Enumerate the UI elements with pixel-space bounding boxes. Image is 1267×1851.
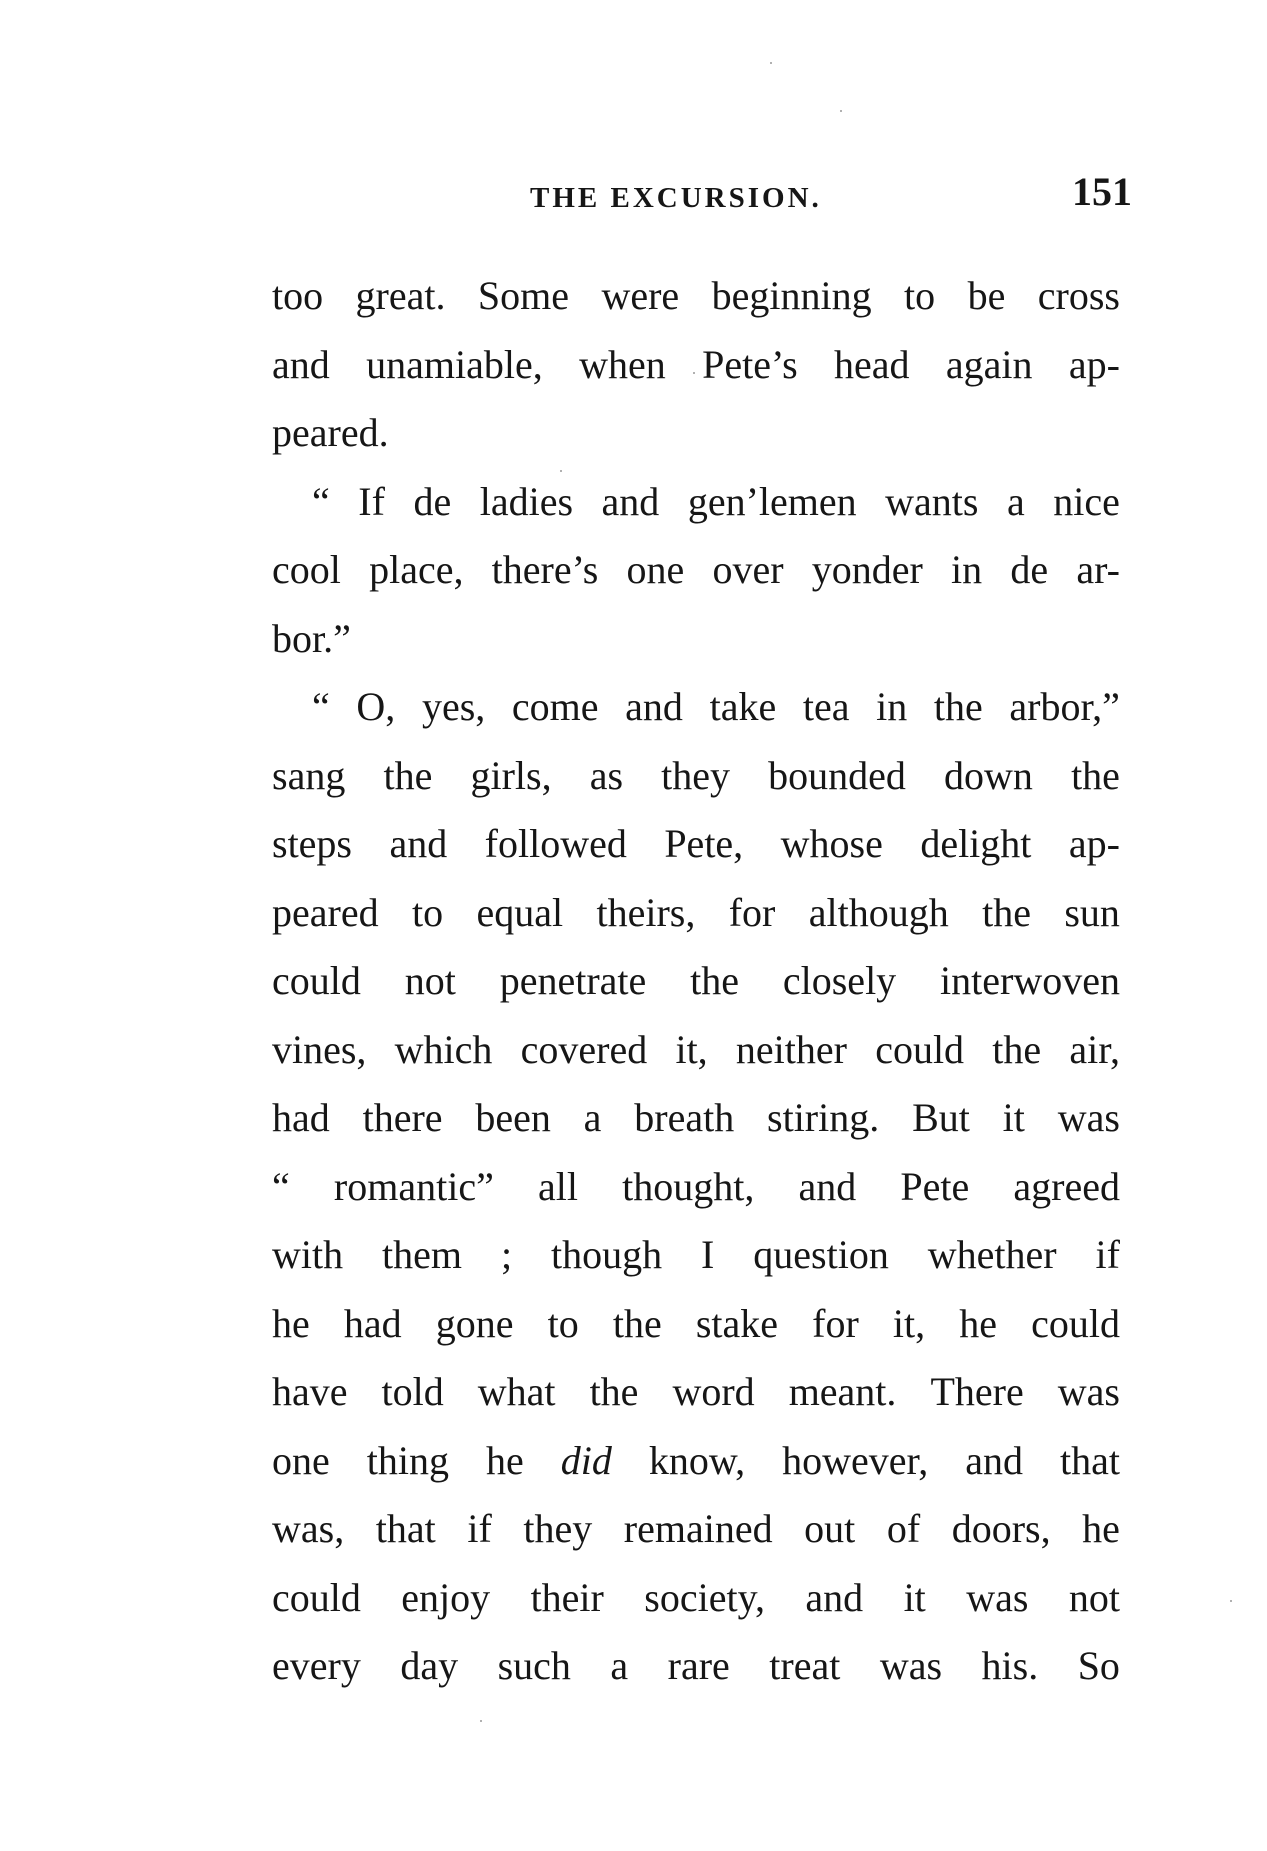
text-word: to — [904, 273, 936, 318]
text-word: and — [625, 684, 683, 729]
text-word: which — [394, 1026, 493, 1072]
text-word: over — [712, 547, 784, 592]
text-word: the — [992, 1026, 1042, 1072]
text-word: ar- — [1076, 547, 1120, 592]
text-word: were — [601, 273, 680, 318]
text-word: had — [343, 1300, 402, 1346]
text-word: have — [272, 1369, 348, 1414]
text-line — [272, 262, 1120, 331]
text-word: such — [497, 1643, 571, 1688]
text-word: vines, — [272, 1026, 367, 1072]
text-word: down — [944, 752, 1033, 798]
text-word: they — [661, 752, 731, 798]
text-word: there’s — [491, 547, 599, 592]
text-line — [272, 742, 1120, 811]
text-word: de — [1010, 547, 1049, 592]
text-word: he — [959, 1300, 997, 1346]
text-word: unamiable, — [366, 341, 543, 387]
text-word: Some — [477, 273, 570, 318]
text-word: arbor,” — [1009, 684, 1120, 729]
text-word: for — [728, 889, 776, 935]
text-word: did — [560, 1437, 612, 1483]
text-word: tea — [802, 684, 850, 729]
text-word: rare — [667, 1643, 730, 1688]
text-word: breath — [634, 1095, 735, 1140]
text-word: was, — [272, 1506, 345, 1551]
text-word: penetrate — [499, 958, 647, 1003]
text-word: that — [375, 1506, 436, 1551]
text-word: and — [805, 1574, 864, 1620]
text-word: whether — [927, 1232, 1057, 1277]
text-word: thought, — [622, 1163, 755, 1209]
text-word: to — [411, 889, 444, 935]
paper-speck — [480, 1720, 482, 1722]
text-word: in — [951, 547, 983, 592]
text-word: come — [511, 684, 599, 729]
text-line — [272, 1427, 1120, 1496]
text-line — [272, 1016, 1120, 1085]
body-text — [272, 262, 1120, 1701]
text-word: stake — [695, 1300, 779, 1346]
text-line — [272, 605, 1120, 674]
text-line — [272, 1221, 1120, 1290]
text-word: ap- — [1068, 821, 1120, 866]
text-word: although — [808, 889, 949, 935]
text-word: closely — [782, 958, 897, 1003]
text-word: for — [812, 1300, 859, 1346]
text-word: could — [272, 958, 361, 1003]
text-word: cross — [1037, 273, 1120, 318]
text-word: beginning — [711, 273, 872, 318]
text-word: had — [272, 1095, 330, 1140]
text-word: the — [383, 752, 433, 798]
text-word: was — [966, 1574, 1029, 1620]
text-word: and — [965, 1437, 1023, 1483]
text-word: agreed — [1013, 1163, 1120, 1209]
text-word: if — [1095, 1232, 1120, 1277]
text-word: theirs, — [596, 889, 696, 935]
text-word: I — [701, 1232, 715, 1277]
text-word: Pete’s — [702, 341, 798, 387]
paper-speck — [1230, 1600, 1232, 1602]
text-word: peared. — [272, 410, 389, 455]
text-word: doors, — [951, 1506, 1051, 1551]
text-word: and — [389, 821, 448, 866]
text-word: if — [467, 1506, 492, 1551]
text-word: yonder — [811, 547, 923, 592]
text-word: stiring. — [767, 1095, 880, 1140]
text-line — [272, 331, 1120, 400]
text-word: and — [798, 1163, 857, 1209]
text-word: he — [272, 1300, 310, 1346]
text-word: that — [1059, 1437, 1120, 1483]
text-word: as — [589, 752, 624, 798]
text-word: peared — [272, 889, 379, 935]
text-word: too — [272, 273, 324, 318]
running-title: THE EXCURSION. — [530, 182, 822, 214]
text-word: word — [672, 1369, 755, 1414]
text-word: air, — [1069, 1026, 1120, 1072]
text-word: it — [1002, 1095, 1025, 1140]
text-word: So — [1077, 1643, 1120, 1688]
text-line — [272, 1564, 1120, 1633]
text-word: covered — [520, 1026, 648, 1072]
text-word: one — [626, 547, 685, 592]
text-word: day — [400, 1643, 459, 1688]
text-word: ; — [500, 1232, 513, 1277]
text-word: treat — [769, 1643, 841, 1688]
text-word: however, — [782, 1437, 929, 1483]
text-word: be — [967, 273, 1006, 318]
text-word: “ — [312, 478, 330, 524]
text-word: one — [272, 1437, 330, 1483]
text-word: of — [886, 1506, 921, 1551]
text-word: followed — [484, 821, 627, 866]
text-word: them — [382, 1232, 463, 1277]
page-number: 151 — [1072, 169, 1132, 214]
text-word: the — [982, 889, 1031, 935]
text-word: bor.” — [272, 615, 351, 661]
text-word: his. — [981, 1643, 1039, 1688]
text-word: it — [903, 1574, 926, 1620]
paper-speck — [560, 470, 562, 472]
text-word: in — [876, 684, 908, 729]
text-word: de — [413, 478, 452, 524]
text-word: romantic” — [333, 1163, 494, 1209]
text-word: O, — [356, 684, 396, 729]
text-word: could — [875, 1026, 965, 1072]
text-line — [272, 1153, 1120, 1222]
text-word: But — [912, 1095, 970, 1140]
text-word: he — [1082, 1506, 1120, 1551]
text-word: told — [381, 1369, 444, 1414]
text-word: again — [945, 341, 1033, 387]
text-word: “ — [272, 1163, 290, 1209]
text-word: to — [547, 1300, 579, 1346]
text-word: a — [1007, 478, 1025, 524]
text-word: he — [485, 1437, 524, 1483]
text-word: when — [579, 341, 666, 387]
text-word: There — [930, 1369, 1024, 1414]
text-word: the — [612, 1300, 662, 1346]
text-word: equal — [476, 889, 564, 935]
text-line — [272, 1084, 1120, 1153]
text-word: thing — [366, 1437, 449, 1483]
text-word: Pete — [900, 1163, 970, 1209]
text-line — [272, 879, 1120, 948]
text-word: the — [1071, 752, 1120, 798]
text-line — [272, 1358, 1120, 1427]
text-word: not — [1068, 1574, 1120, 1620]
text-word: all — [537, 1163, 578, 1209]
text-word: whose — [780, 821, 883, 866]
text-word: was — [1057, 1095, 1120, 1140]
text-word: nice — [1053, 478, 1120, 524]
text-word: a — [610, 1643, 629, 1688]
text-word: and — [272, 341, 330, 387]
running-head — [270, 168, 1132, 218]
text-word: their — [530, 1574, 604, 1620]
text-word: remained — [623, 1506, 773, 1551]
text-word: a — [583, 1095, 602, 1140]
text-word: could — [1031, 1300, 1120, 1346]
text-word: there — [362, 1095, 443, 1140]
text-word: delight — [920, 821, 1032, 866]
text-word: and — [601, 478, 660, 524]
text-word: sang — [272, 752, 346, 798]
text-word: Pete, — [664, 821, 744, 866]
text-word: great. — [355, 273, 446, 318]
text-word: cool — [272, 547, 341, 592]
text-word: it, — [892, 1300, 926, 1346]
text-word: place, — [369, 547, 464, 592]
text-word: head — [834, 341, 910, 387]
text-word: yes, — [421, 684, 486, 729]
text-word: know, — [648, 1437, 746, 1483]
text-line — [272, 1632, 1120, 1701]
text-word: ap- — [1068, 341, 1120, 387]
text-word: take — [709, 684, 777, 729]
text-word: they — [523, 1506, 593, 1551]
text-word: been — [475, 1095, 551, 1140]
text-word: was — [1057, 1369, 1120, 1414]
text-word: was — [879, 1643, 943, 1688]
text-word: gone — [435, 1300, 514, 1346]
text-line — [272, 1290, 1120, 1359]
text-line — [272, 536, 1120, 605]
text-word: could — [272, 1574, 361, 1620]
paper-speck — [840, 110, 842, 112]
text-word: every — [272, 1643, 361, 1688]
text-word: gen’lemen — [687, 478, 857, 524]
text-word: interwoven — [940, 958, 1120, 1003]
text-word: question — [753, 1232, 889, 1277]
text-word: steps — [272, 821, 352, 866]
text-line — [272, 947, 1120, 1016]
text-word: “ — [312, 684, 330, 729]
text-word: the — [589, 1369, 639, 1414]
text-word: not — [404, 958, 456, 1003]
text-word: with — [272, 1232, 344, 1277]
text-word: the — [690, 958, 740, 1003]
text-word: meant. — [788, 1369, 897, 1414]
text-word: what — [477, 1369, 556, 1414]
text-line — [272, 1495, 1120, 1564]
text-word: the — [933, 684, 983, 729]
text-word: ladies — [479, 478, 574, 524]
text-line — [272, 468, 1120, 537]
text-word: out — [804, 1506, 856, 1551]
text-word: If — [358, 478, 385, 524]
paper-speck — [770, 62, 772, 64]
text-word: society, — [644, 1574, 765, 1620]
text-line — [272, 399, 1120, 468]
text-line — [272, 810, 1120, 879]
text-line — [272, 673, 1120, 742]
text-word: sun — [1064, 889, 1120, 935]
text-word: enjoy — [401, 1574, 491, 1620]
text-word: though — [551, 1232, 663, 1277]
text-word: girls, — [470, 752, 552, 798]
paper-speck — [693, 372, 695, 374]
text-word: it, — [675, 1026, 708, 1072]
text-word: bounded — [768, 752, 906, 798]
text-word: wants — [885, 478, 979, 524]
text-word: neither — [735, 1026, 847, 1072]
